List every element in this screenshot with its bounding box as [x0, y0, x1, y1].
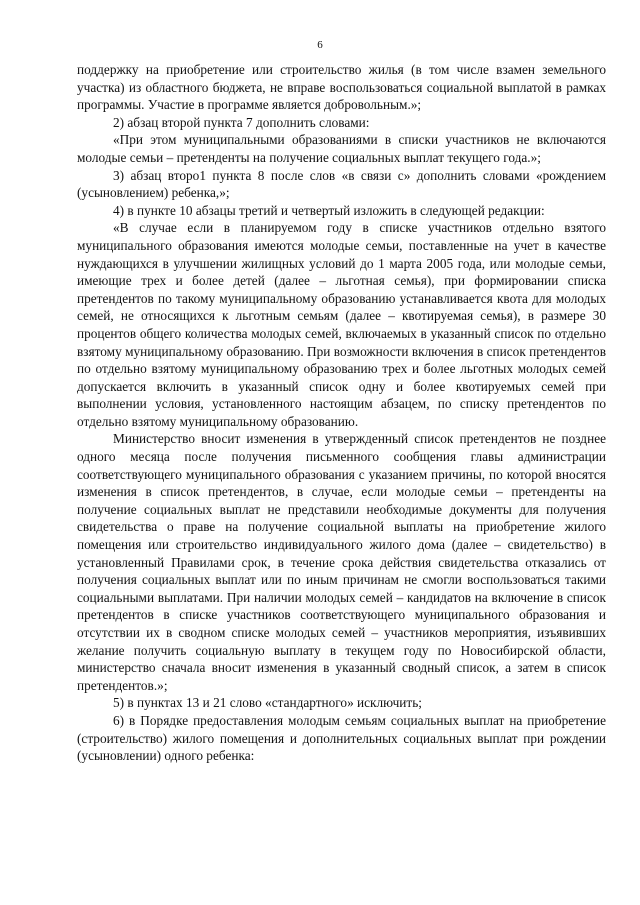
paragraph-item-6: 6) в Порядке предоставления молодым семьям социальных выплат на приобретение (строительство) жилого помещения и дополнительных социальных выплат при рождении (усыновлении) одного ребенка:: [77, 712, 606, 764]
paragraph-item-4: 4) в пункте 10 абзацы третий и четвертый изложить в следующей редакции:: [113, 202, 545, 218]
page-number: 6: [317, 39, 323, 51]
paragraph-item-4-quote-b: Министерство вносит изменения в утвержденный список претендентов не позднее одного месяца после получения письменного сообщения главы администрации соответствующего муниципального образования с указанием причины, по которой вносятся изменения в список претендентов, в случае, если молодые семьи – претенденты на получение социальных выплат не представили необходимые документы для получения свидетельства о праве на получение социальной выплаты на приобретение жилого помещения или строительство индивидуального жилого дома (далее – свидетельство) в установленный Правилами срок, в течение срока действия свидетельства отказались от получения социальных выплат или по иным причинам не смогли воспользоваться такими социальными выплатами. При наличии молодых семей – кандидатов на включение в список претендентов в списке участников соответствующего муниципального образования и отсутствии их в сводном списке молодых семей – участников мероприятия, изъявивших желание получить социальную выплату в текущем году по Новосибирской области, министерство сначала вносит изменения в указанный сводный список, а затем в список претендентов.»;: [77, 431, 606, 693]
paragraph-item-2: 2) абзац второй пункта 7 дополнить словами:: [113, 114, 370, 130]
paragraph-item-2-quote: «При этом муниципальными образованиями в списки участников не включаются молодые семьи – претенденты на получение социальных выплат текущего года.»;: [77, 132, 606, 165]
paragraph-item-3: 3) абзац второ1 пункта 8 после слов «в связи с» дополнить словами «рождением (усыновлением) ребенка,»;: [77, 167, 606, 201]
document-body: [77, 61, 606, 765]
paragraph-item-5: 5) в пунктах 13 и 21 слово «стандартного» исключить;: [113, 695, 422, 711]
paragraph-item-4-quote-a: «В случае если в планируемом году в списке участников отдельно взятого муниципального образования имеются молодые семьи, поставленные на учет в качестве нуждающихся в улучшении жилищных условий до 1 марта 2005 года, или молодые семьи, имеющие трех и более детей (далее – льготная семья), при формировании списка претендентов по такому муниципальному образованию устанавливается квота для молодых семей, не относящихся к льготным семьям (далее – квотируемая семья), в размере 30 процентов общего количества молодых семей, включаемых в указанный список по отдельно взятому муниципальному образованию. При возможности включения в список претендентов по отдельно взятому муниципальному образованию трех и более льготных молодых семей допускается включить в указанный список одну и более квотируемых семей при выполнении условия, установленного настоящим абзацем, по списку претендентов по отдельно взятому муниципальному образованию.: [77, 220, 606, 429]
paragraph-continuation: поддержку на приобретение или строительство жилья (в том числе взамен земельного участка) из областного бюджета, не вправе воспользоваться социальной выплатой в рамках программы. Участие в программе является добровольным.»;: [77, 62, 606, 113]
